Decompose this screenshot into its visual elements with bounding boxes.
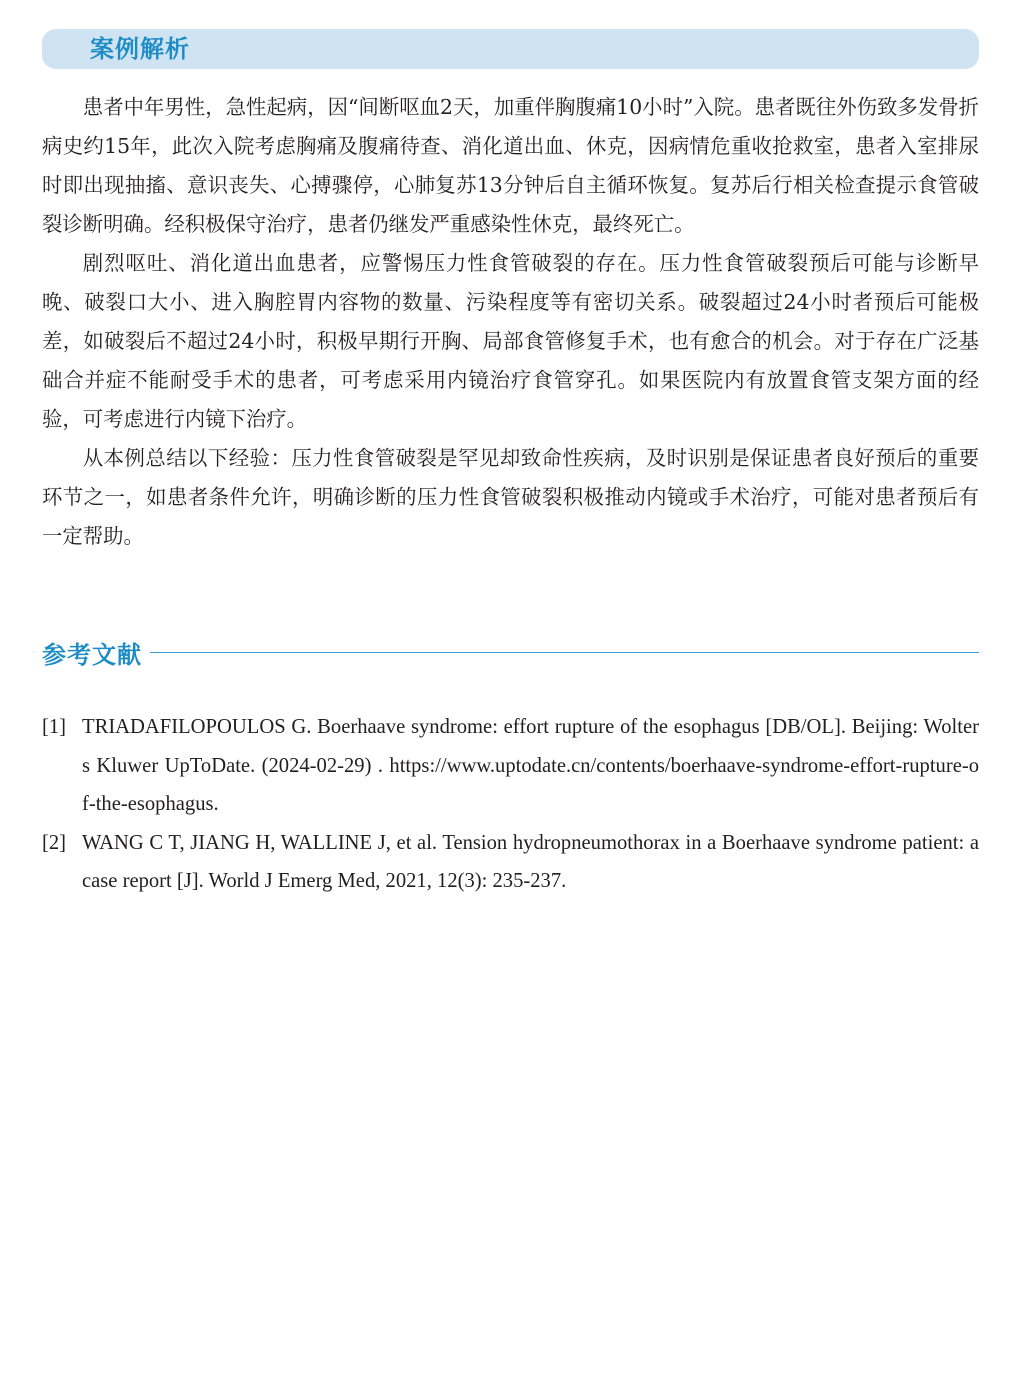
references-title: 参考文献 [42,640,142,669]
reference-text: WANG C T, JIANG H, WALLINE J, et al. Tension hydropneumothorax in a Boerhaave syndrome patient: a case report [J]. World J Emerg Med, 2021, 12(3): 235-237. [82,831,979,892]
reference-item-1 [42,708,979,824]
case-analysis-header [42,29,979,69]
reference-item-2 [42,824,979,901]
reference-number: [2] [42,831,67,854]
references-divider [150,652,979,653]
reference-text: TRIADAFILOPOULOS G. Boerhaave syndrome: effort rupture of the esophagus [DB/OL]. Beijing: Wolters Kluwer UpToDate. (2024-02-29) . https://www.uptodate.cn/contents/boerhaave-syndrome-effort-rupture-of-the-esophagus. [82,716,979,815]
reference-number: [1] [42,716,67,738]
case-analysis-title: 案例解析 [90,35,190,63]
paragraph-lessons: 从本例总结以下经验：压力性食管破裂是罕见却致命性疾病，及时识别是保证患者良好预后的重要环节之一，如患者条件允许，明确诊断的压力性食管破裂积极推动内镜或手术治疗，可能对患者预后有一定帮助。 [42,446,979,548]
case-analysis-body [42,88,979,556]
paragraph-case-summary: 患者中年男性，急性起病，因“间断呕血2天，加重伴胸腹痛10小时”入院。患者既往外伤致多发骨折病史约15年，此次入院考虑胸痛及腹痛待查、消化道出血、休克，因病情危重收抢救室，患者入室排尿时即出现抽搐、意识丧失、心搏骤停，心肺复苏13分钟后自主循环恢复。复苏后行相关检查提示食管破裂诊断明确。经积极保守治疗，患者仍继发严重感染性休克，最终死亡。 [42,95,979,236]
references-heading [42,632,979,672]
references-list [42,708,979,901]
paragraph-discussion: 剧烈呕吐、消化道出血患者，应警惕压力性食管破裂的存在。压力性食管破裂预后可能与诊断早晚、破裂口大小、进入胸腔胃内容物的数量、污染程度等有密切关系。破裂超过24小时者预后可能极差，如破裂后不超过24小时，积极早期行开胸、局部食管修复手术，也有愈合的机会。对于存在广泛基础合并症不能耐受手术的患者，可考虑采用内镜治疗食管穿孔。如果医院内有放置食管支架方面的经验，可考虑进行内镜下治疗。 [42,251,979,431]
